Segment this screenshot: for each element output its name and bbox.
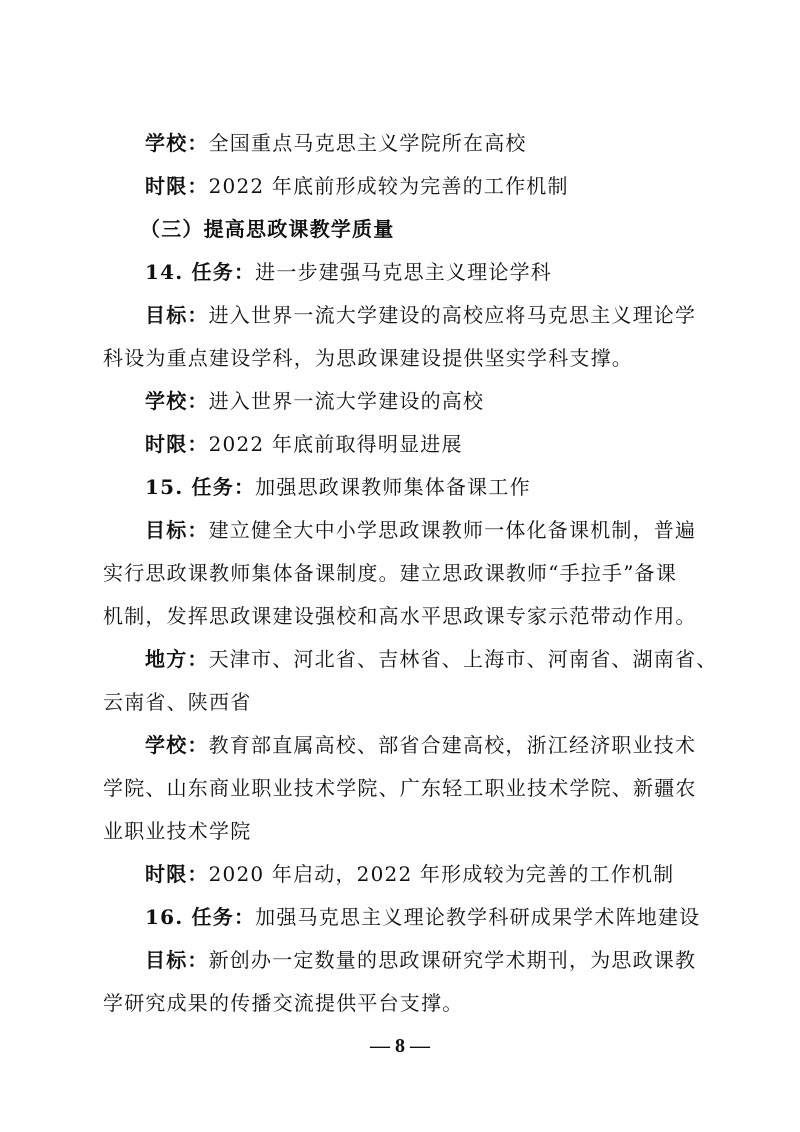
task-text: 加强思政课教师集体备课工作 [255,475,531,499]
task-text: 加强马克思主义理论教学科研成果学术阵地建设 [255,905,701,929]
line-deadline-3 [0,859,800,889]
field-text: 云南省、陕西省 [103,690,252,714]
goal-15-line-1 [0,515,800,545]
field-text: 进入世界一流大学建设的高校 [208,389,485,413]
field-text: 新创办一定数量的思政课研究学术期刊，为思政课教 [208,948,697,972]
field-text: 业职业技术学院 [103,819,252,843]
line-school-2 [0,386,800,416]
field-text: 2020 年启动，2022 年形成较为完善的工作机制 [208,862,675,886]
field-text: 学院、山东商业职业技术学院、广东轻工职业技术学院、新疆农 [103,776,697,800]
field-text: 2022 年底前取得明显进展 [208,432,463,456]
field-label: 学校： [145,389,209,413]
field-label: 学校： [145,733,209,757]
task-14 [0,257,800,287]
goal-15-line-2 [0,558,800,588]
school-3-line-3 [0,816,800,846]
goal-14-line-2 [0,343,800,373]
section-heading [0,214,800,244]
task-label: 15. 任务： [145,475,256,499]
field-text: 机制，发挥思政课建设强校和高水平思政课专家示范带动作用。 [103,604,697,628]
field-text: 建立健全大中小学思政课教师一体化备课机制，普遍 [208,518,697,542]
field-label: 地方： [145,647,209,671]
field-label: 学校： [145,131,209,155]
line-school-1 [0,128,800,158]
field-text: 科设为重点建设学科，为思政课建设提供坚实学科支撑。 [103,346,633,370]
task-15 [0,472,800,502]
goal-16-line-2 [0,988,800,1018]
field-label: 时限： [145,174,209,198]
field-text: 实行思政课教师集体备课制度。建立思政课教师“手拉手”备课 [103,561,678,585]
line-deadline-2 [0,429,800,459]
region-line-2 [0,687,800,717]
field-text: 教育部直属高校、部省合建高校，浙江经济职业技术 [208,733,697,757]
field-text: 学研究成果的传播交流提供平台支撑。 [103,991,464,1015]
field-text: 进入世界一流大学建设的高校应将马克思主义理论学 [208,303,697,327]
region-line-1 [0,644,800,674]
field-text: 全国重点马克思主义学院所在高校 [208,131,527,155]
line-deadline-1 [0,171,800,201]
field-label: 时限： [145,862,209,886]
field-label: 目标： [145,518,209,542]
field-text: 2022 年底前形成较为完善的工作机制 [208,174,569,198]
goal-15-line-3 [0,601,800,631]
field-label: 目标： [145,948,209,972]
field-label: 目标： [145,303,209,327]
section-heading-text: （三）提高思政课教学质量 [140,217,395,241]
school-3-line-2 [0,773,800,803]
field-text: 天津市、河北省、吉林省、上海市、河南省、湖南省、 [208,647,718,671]
task-16 [0,902,800,932]
page-number: — 8 — [370,1035,430,1057]
goal-16-line-1 [0,945,800,975]
task-text: 进一步建强马克思主义理论学科 [255,260,552,284]
school-3-line-1 [0,730,800,760]
goal-14-line-1 [0,300,800,330]
task-label: 16. 任务： [145,905,256,929]
task-label: 14. 任务： [145,260,256,284]
field-label: 时限： [145,432,209,456]
